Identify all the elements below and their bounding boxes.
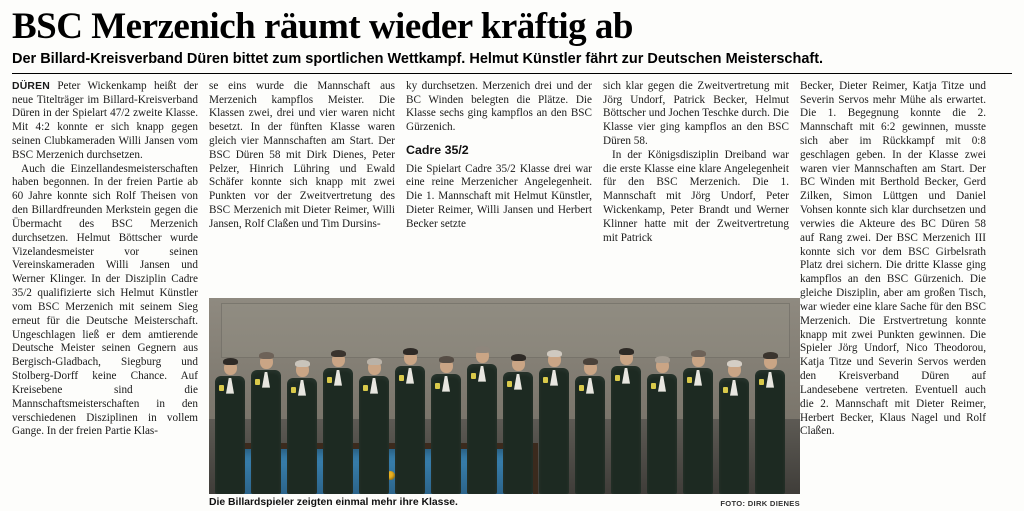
photo-people-row [209, 298, 800, 494]
article-subhead: Der Billard-Kreisverband Düren bittet zum sportlichen Wettkampf. Helmut Künstler fährt zur Deutschen Meisterschaft. [12, 51, 824, 67]
paragraph: Auch die Einzellandesmeisterschaften haben begonnen. In der freien Partie ab 60 Jahre konnte sich Rolf Theisen von den Billardfreunden Merkstein gegen die Übermacht des BSC Merzenich durchsetzen. Helmut Böttscher wurde Vizelandesmeister vor seinen Vereinskameraden Willi Jansen und Werner Klinger. In der Disziplin Cadre 35/2 qualifizierte sich Helmut Künstler vom BSC Merzenich mit seinem Sieg erneut für die Deutsche Meisterschaft. Ungeschlagen ließ er dem amtierende Deutsche Meister seinen Gegnern aus Bergisch-Gladbach, Siegburg und Stolberg-Dorff keine Chance. Auf Kreisebene sind die Mannschaftsmeisterschaften in den verschiedenen Disziplinen in vollem Gange. In der freien Partie Klas- [12, 162, 198, 438]
photo-caption-row [209, 494, 800, 508]
paragraph-text: Peter Wickenkamp heißt der neue Titelträger im Billard-Kreisverband Düren in der Spielart 47/2 zweite Klasse. Mit 4:2 konnte er sich knapp gegen seinen Clubkameraden Willi Jansen vom BSC Merzenich durchsetzen. [12, 79, 198, 161]
paragraph: sich klar gegen die Zweitvertretung mit Jörg Undorf, Patrick Becker, Helmut Böttscher und Jochen Teschke durch. Die Klasse vier ging kampflos an den BSC Düren 58. [603, 79, 789, 147]
article-photo-block [209, 298, 800, 508]
photo-caption: Die Billardspieler zeigten einmal mehr ihre Klasse. [209, 496, 458, 508]
photo-credit: FOTO: DIRK DIENES [720, 498, 800, 508]
dateline: DÜREN [12, 80, 50, 92]
paragraph: ky durchsetzen. Merzenich drei und der BC Winden belegten die Plätze. Die Klasse sechs ging kampflos an den BSC Gürzenich. [406, 79, 592, 134]
paragraph: Becker, Dieter Reimer, Katja Titze und Severin Servos mehr Mühe als erwartet. Die 1. Begegnung konnte die 2. Mannschaft mit 6:2 gewinnen, musste sich aber im Rückkampf mit 0:8 geschlagen geben. In der Klasse zwei waren vier Mannschaften am Start. Der BC Winden mit Berthold Becker, Gerd Zilken, Simon Lüttgen und Daniel Vohsen konnte sich klar durchsetzen und verwies die Akteure des BC Düren 58 auf Rang zwei. Der BSC Merzenich III konnte sich vor dem BSC Girbelsrath Platz drei sichern. Die dritte Klasse ging kampflos an den BSC Gürzenich. Die gleiche Disziplin, aber am großen Tisch, war wieder eine klare Sache für den BSC Merzenich. Die Erstvertretung konnte knapp mit zwei Punkten gewinnen. Die Spieler Jörg Undorf, Nico Theodorou, Katja Titze und Severin Servos werden den Kreisverband Düren auf Landesebene vertreten. Eventuell auch die 2. Mannschaft mit Dieter Reimer, Herbert Becker, Klaus Nagel und Rolf Claßen. [800, 79, 986, 438]
article-columns [12, 80, 1012, 508]
paragraph: se eins wurde die Mannschaft aus Merzenich kampflos Meister. Die Klassen zwei, drei und vier waren nicht besetzt. In der fünften Klasse waren gleich vier Mannschaften am Start. Der BSC Düren 58 mit Dirk Dienes, Peter Pelzer, Hinrich Lühring und Ewald Schäfer konnte sich knapp mit zwei Punkten vor der Zweitvertretung des BSC Merzenich mit Dieter Reimer, Willi Jansen, Rolf Claßen und Tim Dursins- [209, 79, 395, 230]
paragraph: Die Spielart Cadre 35/2 Klasse drei war eine reine Merzenicher Angelegenheit. Die 1. Mannschaft mit Helmut Künstler, Dieter Reimer, Willi Jansen und Herbert Becker setzte [406, 162, 592, 230]
team-photo [209, 298, 800, 494]
header-divider [12, 73, 1012, 74]
paragraph [12, 80, 198, 163]
article-column-1 [12, 80, 198, 508]
page-title: BSC Merzenich räumt wieder kräftig ab [12, 6, 634, 47]
paragraph: In der Königsdisziplin Dreiband war die erste Klasse eine klare Angelegenheit für den BSC Merzenich. Die 1. Mannschaft mit Jörg Undorf, Peter Wickenkamp, Peter Brandt und Werner Klinner hatte mit der Zweitvertretung mit Patrick [603, 148, 789, 244]
article-column-5 [800, 80, 986, 508]
section-subhead-cadre: Cadre 35/2 [406, 142, 469, 157]
